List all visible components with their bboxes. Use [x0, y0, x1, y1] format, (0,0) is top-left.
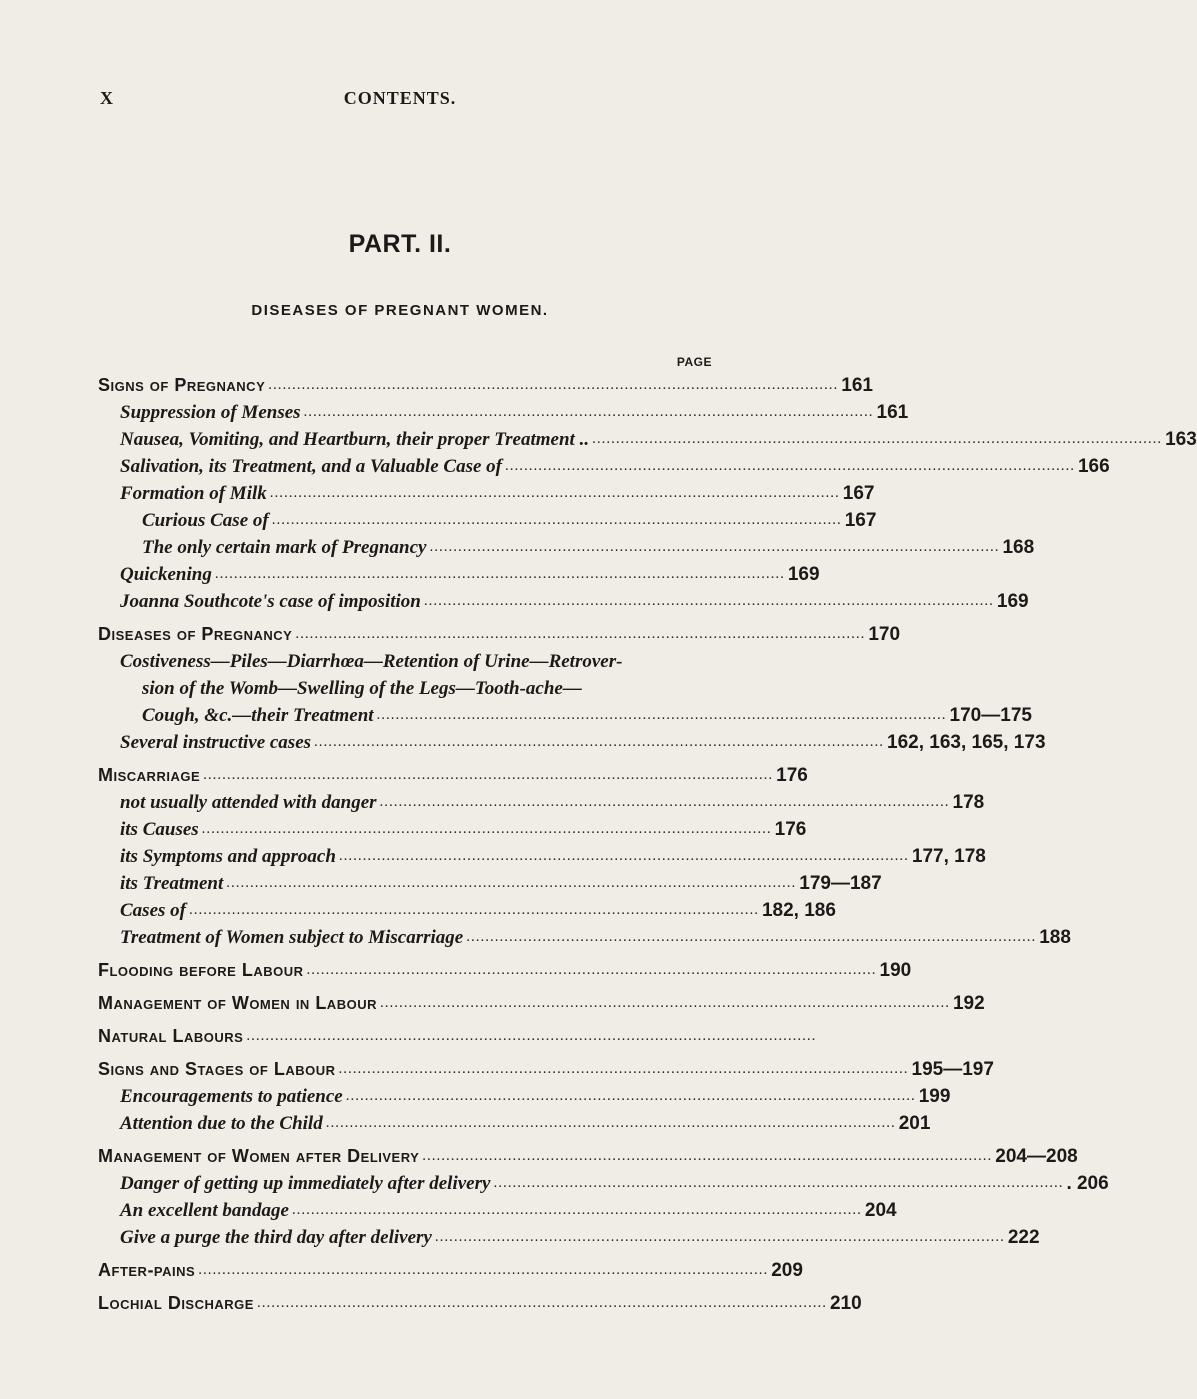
toc-entry-page: 167 — [844, 510, 877, 531]
dot-leader: ........................................................................................................................ — [295, 626, 866, 642]
toc-entry — [98, 1224, 1040, 1251]
part-title: PART. II. — [348, 230, 452, 258]
toc-entry-page: 176 — [776, 765, 808, 786]
toc-entry — [98, 1143, 1078, 1170]
toc-entry-page: 170 — [868, 624, 901, 645]
dot-leader: ........................................................................................................................ — [592, 431, 1163, 447]
dot-leader: ........................................................................................................................ — [271, 512, 842, 528]
toc-entry-page: 177, 178 — [911, 846, 986, 867]
toc-entry — [98, 843, 986, 870]
dot-leader: ........................................................................................................................ — [198, 1262, 769, 1278]
toc-entry-label: Miscarriage — [98, 765, 201, 785]
toc-entry-label: Nausea, Vomiting, and Heartburn, their proper Treatment .. — [120, 429, 590, 450]
toc-entry-label: its Treatment — [120, 873, 224, 894]
part-subtitle: DISEASES OF PREGNANT WOMEN. — [251, 302, 549, 319]
toc-entry-page: 209 — [771, 1260, 803, 1281]
dot-leader: ........................................................................................................................ — [303, 404, 874, 420]
toc-entry-label: its Symptoms and approach — [120, 846, 336, 867]
toc-entry-page: 190 — [879, 960, 912, 981]
toc-entry-label: Flooding before Labour — [98, 960, 304, 980]
toc-entry — [98, 816, 807, 843]
toc-entry-label: The only certain mark of Pregnancy — [142, 537, 427, 558]
toc-entry-page: 167 — [842, 483, 875, 504]
toc-entry — [98, 924, 1071, 951]
toc-entry-label: An excellent bandage — [120, 1200, 289, 1221]
toc-entry-page: 169 — [996, 591, 1029, 612]
toc-entry — [98, 702, 1032, 729]
toc-entry — [98, 588, 1029, 615]
toc-entry — [98, 1110, 931, 1137]
toc-entry-page: 182, 186 — [761, 900, 836, 921]
table-of-contents — [98, 372, 1197, 1317]
toc-entry-label: Joanna Southcote's case of imposition — [120, 591, 421, 612]
toc-entry-label: Quickening — [120, 564, 212, 585]
dot-leader: ........................................................................................................................ — [188, 902, 759, 918]
toc-entry-page: 195—197 — [911, 1059, 994, 1080]
dot-leader: ........................................................................................................................ — [226, 875, 797, 891]
toc-entry — [98, 534, 1035, 561]
toc-entry — [98, 1197, 897, 1224]
toc-entry-label: Several instructive cases — [120, 732, 312, 753]
toc-entry-page: 161 — [876, 402, 909, 423]
toc-entry — [98, 897, 836, 924]
toc-entry-page: 204 — [864, 1200, 897, 1221]
toc-entry-label: Management of Women after Delivery — [98, 1146, 420, 1166]
toc-entry-page: 169 — [787, 564, 820, 585]
toc-entry — [98, 990, 985, 1017]
dot-leader: ........................................................................................................................ — [256, 1295, 827, 1311]
dot-leader: ........................................................................................................................ — [504, 458, 1075, 474]
toc-entry-label: Treatment of Women subject to Miscarriage — [120, 927, 464, 948]
dot-leader: ........................................................................................................................ — [376, 707, 947, 723]
toc-entry-label: Natural Labours — [98, 1026, 244, 1046]
toc-entry — [98, 1257, 803, 1284]
toc-entry-label: Costiveness—Piles—Diarrhœa—Retention of Urine—Retrover- — [120, 651, 623, 672]
dot-leader: ........................................................................................................................ — [314, 734, 885, 750]
toc-entry — [98, 648, 711, 675]
page-column-label: PAGE — [676, 355, 712, 369]
toc-entry-page: 170—175 — [949, 705, 1032, 726]
toc-entry-page: 178 — [952, 792, 985, 813]
toc-entry — [98, 1083, 951, 1110]
toc-entry-label: Encouragements to patience — [120, 1086, 343, 1107]
toc-entry-page: 192 — [952, 993, 985, 1014]
dot-leader: ........................................................................................................................ — [429, 539, 1000, 555]
toc-entry — [98, 1170, 1109, 1197]
toc-entry-label: Diseases of Pregnancy — [98, 624, 293, 644]
toc-entry — [98, 426, 1197, 453]
dot-leader: ........................................................................................................................ — [466, 929, 1037, 945]
toc-entry-label: Lochial Discharge — [98, 1293, 254, 1313]
toc-entry-page: 162, 163, 165, 173 — [887, 732, 1046, 753]
dot-leader: ........................................................................................................................ — [306, 962, 877, 978]
toc-entry — [98, 870, 882, 897]
toc-entry — [98, 1056, 994, 1083]
toc-entry — [98, 675, 711, 702]
dot-leader: ........................................................................................................................ — [246, 1028, 817, 1044]
dot-leader: ........................................................................................................................ — [434, 1229, 1005, 1245]
toc-entry — [98, 561, 820, 588]
toc-entry — [98, 453, 1110, 480]
dot-leader: ........................................................................................................................ — [268, 377, 839, 393]
toc-entry-label: After-pains — [98, 1260, 196, 1280]
dot-leader: ........................................................................................................................ — [214, 566, 785, 582]
toc-entry — [98, 762, 808, 789]
dot-leader: ........................................................................................................................ — [493, 1175, 1064, 1191]
toc-entry — [98, 372, 873, 399]
dot-leader: ........................................................................................................................ — [325, 1115, 896, 1131]
toc-entry — [98, 729, 1046, 756]
toc-entry-label: Curious Case of — [142, 510, 269, 531]
toc-entry-label: Danger of getting up immediately after delivery — [120, 1173, 491, 1194]
dot-leader: ........................................................................................................................ — [422, 1148, 993, 1164]
toc-entry-label: Suppression of Menses — [120, 402, 301, 423]
toc-entry — [98, 1023, 817, 1050]
toc-entry-label: its Causes — [120, 819, 199, 840]
toc-entry — [98, 480, 875, 507]
toc-entry-page: 210 — [829, 1293, 862, 1314]
toc-entry-label: not usually attended with danger — [120, 792, 377, 813]
toc-entry-page: 201 — [898, 1113, 931, 1134]
dot-leader: ........................................................................................................................ — [345, 1088, 916, 1104]
dot-leader: ........................................................................................................................ — [201, 821, 772, 837]
toc-entry-label: Signs of Pregnancy — [98, 375, 266, 395]
toc-entry-page: 176 — [774, 819, 807, 840]
toc-entry-page: 163 — [1165, 429, 1197, 450]
dot-leader: ........................................................................................................................ — [338, 848, 909, 864]
running-head-title: CONTENTS. — [343, 88, 457, 108]
toc-entry-page: 179—187 — [799, 873, 882, 894]
dot-leader: ........................................................................................................................ — [423, 593, 994, 609]
toc-entry-label: Salivation, its Treatment, and a Valuable Case of — [120, 456, 502, 477]
toc-entry — [98, 621, 901, 648]
toc-entry-label: Signs and Stages of Labour — [98, 1059, 336, 1079]
dot-leader: ........................................................................................................................ — [379, 995, 950, 1011]
dot-leader: ........................................................................................................................ — [269, 485, 840, 501]
toc-entry-page: 222 — [1007, 1227, 1040, 1248]
toc-entry-label: Formation of Milk — [120, 483, 267, 504]
dot-leader: ........................................................................................................................ — [203, 767, 774, 783]
page-folio: X — [100, 88, 114, 108]
dot-leader: ........................................................................................................................ — [379, 794, 950, 810]
toc-entry-page: 161 — [841, 375, 873, 396]
toc-entry-page: 188 — [1039, 927, 1071, 948]
toc-entry — [98, 957, 912, 984]
toc-entry-page: . 206 — [1066, 1173, 1109, 1194]
toc-entry-page: 166 — [1077, 456, 1110, 477]
toc-entry — [98, 1290, 862, 1317]
dot-leader: ........................................................................................................................ — [338, 1061, 909, 1077]
toc-entry-label: Give a purge the third day after delivery — [120, 1227, 432, 1248]
toc-entry-label: Cough, &c.—their Treatment — [142, 705, 374, 726]
toc-entry-label: sion of the Womb—Swelling of the Legs—Tooth-ache— — [142, 678, 582, 699]
dot-leader: ........................................................................................................................ — [291, 1202, 862, 1218]
running-head — [0, 88, 800, 112]
toc-entry-page: 199 — [918, 1086, 951, 1107]
toc-entry-label: Attention due to the Child — [120, 1113, 323, 1134]
toc-entry-label: Management of Women in Labour — [98, 993, 377, 1013]
toc-entry-label: Cases of — [120, 900, 186, 921]
toc-entry-page: 204—208 — [995, 1146, 1078, 1167]
toc-entry — [98, 399, 909, 426]
toc-entry — [98, 789, 985, 816]
toc-entry — [98, 507, 877, 534]
toc-entry-page: 168 — [1002, 537, 1035, 558]
